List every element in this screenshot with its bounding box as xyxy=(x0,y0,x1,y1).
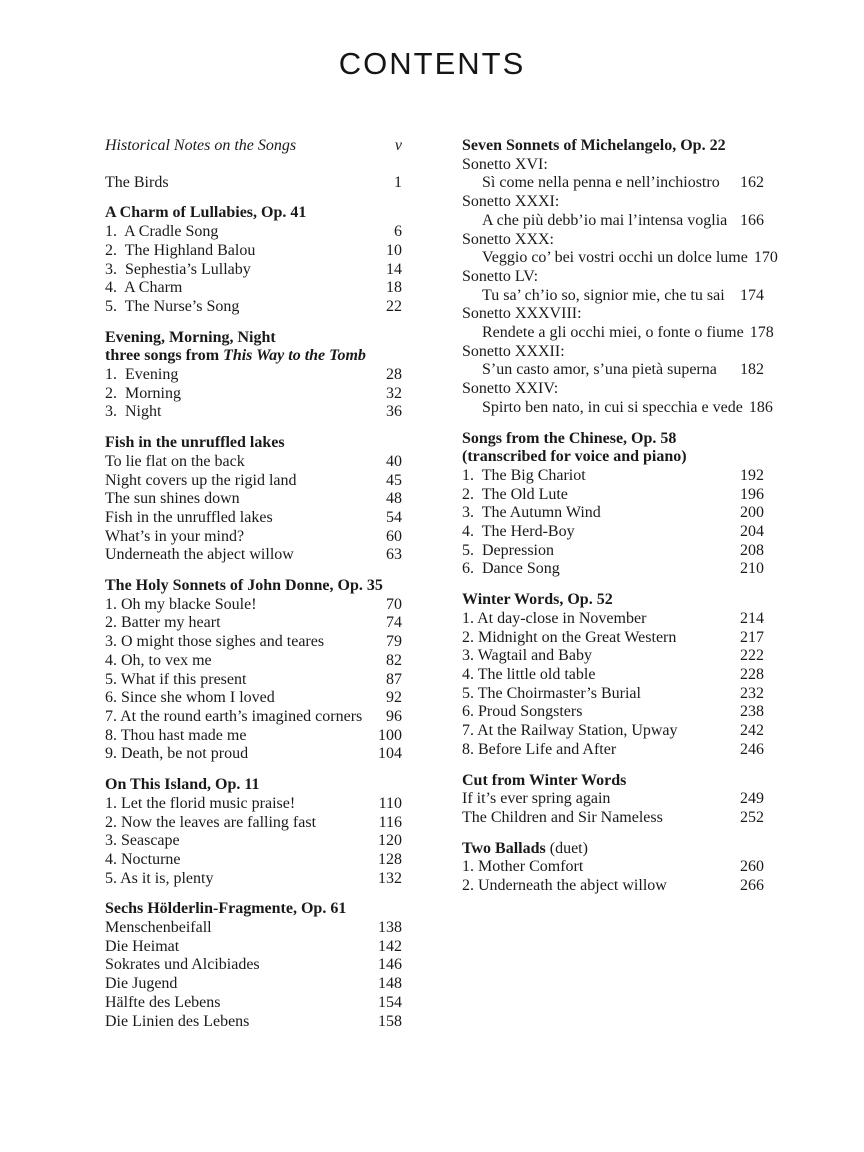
toc-entry xyxy=(105,385,402,404)
entry-label: 3. The Autumn Wind xyxy=(462,504,601,522)
entry-page: 28 xyxy=(386,366,402,384)
toc-section xyxy=(462,430,764,580)
section-heading xyxy=(105,204,402,223)
entry-label: Die Linien des Lebens xyxy=(105,1012,250,1030)
entry-page: 246 xyxy=(740,740,764,758)
toc-entry xyxy=(462,174,764,193)
entry-page: 214 xyxy=(740,609,764,627)
entry-page: 260 xyxy=(740,858,764,876)
entry-page: 178 xyxy=(749,324,774,342)
heading-segment: three songs from xyxy=(105,347,224,365)
toc-entry xyxy=(105,795,402,814)
entry-label: 4. The Herd-Boy xyxy=(462,523,575,541)
heading-segment: A Charm of Lullabies, Op. 41 xyxy=(105,204,307,222)
entry-label: A che più debb’io mai l’intensa voglia xyxy=(482,211,728,229)
entry-label: 1. At day-close in November xyxy=(462,609,647,627)
entry-page: 208 xyxy=(740,541,764,559)
entry-label: Underneath the abject willow xyxy=(105,546,294,564)
entry-page: 32 xyxy=(386,384,402,402)
toc-entry xyxy=(105,870,402,889)
toc-entry xyxy=(105,975,402,994)
entry-page: 10 xyxy=(386,241,402,259)
toc-entry xyxy=(462,305,764,324)
section-heading xyxy=(462,591,764,610)
toc-entry xyxy=(462,156,764,175)
toc-entry xyxy=(462,877,764,896)
section-heading xyxy=(462,840,764,859)
toc-section xyxy=(105,204,402,316)
toc-entry xyxy=(462,212,764,231)
entry-label: Sonetto XXXI: xyxy=(462,193,560,211)
entry-page: 45 xyxy=(386,471,402,489)
heading-segment: Seven Sonnets of Michelangelo, Op. 22 xyxy=(462,137,726,154)
heading-segment: The Holy Sonnets of John Donne, Op. 35 xyxy=(105,577,383,595)
section-heading xyxy=(105,347,402,366)
section-heading xyxy=(105,577,402,596)
section-heading xyxy=(462,137,764,156)
entry-label: Sonetto XXX: xyxy=(462,230,554,248)
section-heading xyxy=(105,434,402,453)
entry-label: 8. Thou hast made me xyxy=(105,726,247,744)
toc-entry xyxy=(105,727,402,746)
toc-entry xyxy=(462,809,764,828)
toc-entry xyxy=(105,528,402,547)
entry-page: 192 xyxy=(740,466,764,484)
toc-entry xyxy=(105,137,402,156)
toc-section xyxy=(462,772,764,828)
toc-entry xyxy=(105,366,402,385)
toc-entry xyxy=(462,231,764,250)
toc-entry xyxy=(462,268,764,287)
heading-segment: (transcribed for voice and piano) xyxy=(462,448,687,466)
entry-label: 5. Depression xyxy=(462,541,554,559)
entry-label: Historical Notes on the Songs xyxy=(105,137,297,154)
entry-label: The Birds xyxy=(105,173,169,191)
entry-page: 87 xyxy=(386,670,402,688)
toc-section xyxy=(105,434,402,565)
entry-page: 228 xyxy=(740,665,764,683)
toc-section xyxy=(105,174,402,193)
entry-page: 82 xyxy=(386,651,402,669)
toc-entry xyxy=(462,467,764,486)
entry-label: Sì come nella penna e nell’inchiostro xyxy=(482,174,720,192)
entry-label: 4. Nocturne xyxy=(105,850,181,868)
toc-entry xyxy=(105,938,402,957)
entry-label: If it’s ever spring again xyxy=(462,790,611,808)
entry-page: 186 xyxy=(748,398,773,416)
entry-page: 196 xyxy=(740,485,764,503)
entry-label: 2. Midnight on the Great Western xyxy=(462,628,677,646)
entry-label: Sonetto XXXVIII: xyxy=(462,305,582,323)
entry-page: 266 xyxy=(740,877,764,895)
heading-segment: Winter Words, Op. 52 xyxy=(462,591,613,609)
toc-entry xyxy=(462,380,764,399)
heading-segment: (duet) xyxy=(545,839,588,857)
entry-page: 116 xyxy=(378,813,402,831)
entry-label: 1. Let the florid music praise! xyxy=(105,794,296,812)
entry-page: 22 xyxy=(386,297,402,315)
entry-page: 138 xyxy=(378,919,402,937)
section-heading xyxy=(105,329,402,348)
entry-page: 200 xyxy=(740,504,764,522)
entry-label: 8. Before Life and After xyxy=(462,740,617,758)
section-heading xyxy=(462,430,764,449)
entry-label: S’un casto amor, s’una pietà superna xyxy=(482,361,717,379)
toc-entry xyxy=(105,745,402,764)
entry-label: Die Jugend xyxy=(105,975,178,993)
toc-section xyxy=(105,900,402,1031)
section-heading xyxy=(462,448,764,467)
entry-label: 2. Underneath the abject willow xyxy=(462,877,667,895)
entry-page: 148 xyxy=(378,975,402,993)
entry-label: 5. As it is, plenty xyxy=(105,869,214,887)
entry-label: 1. The Big Chariot xyxy=(462,466,586,484)
entry-label: Night covers up the rigid land xyxy=(105,471,297,489)
entry-page: 162 xyxy=(740,174,764,192)
entry-label: 2. Now the leaves are falling fast xyxy=(105,813,317,831)
toc-entry xyxy=(105,614,402,633)
entry-page: 63 xyxy=(386,546,402,564)
toc-entry xyxy=(105,472,402,491)
toc-entry xyxy=(105,994,402,1013)
entry-page: 110 xyxy=(378,794,402,812)
entry-label: 6. Proud Songsters xyxy=(462,703,583,721)
entry-label: Sonetto XVI: xyxy=(462,155,548,173)
section-heading xyxy=(105,900,402,919)
entry-page: 120 xyxy=(378,832,402,850)
entry-label: 5. What if this present xyxy=(105,670,247,688)
entry-page: 18 xyxy=(386,279,402,297)
toc-entry xyxy=(105,851,402,870)
entry-page: 158 xyxy=(378,1012,402,1030)
heading-segment: This Way to the Tomb xyxy=(223,347,366,365)
toc-entry xyxy=(462,666,764,685)
toc-entry xyxy=(105,546,402,565)
entry-page: 70 xyxy=(386,595,402,613)
entry-label: The Children and Sir Nameless xyxy=(462,808,663,826)
entry-page: 204 xyxy=(740,523,764,541)
entry-page: 74 xyxy=(386,614,402,632)
entry-label: Hälfte des Lebens xyxy=(105,993,221,1011)
toc-entry xyxy=(105,633,402,652)
toc-entry xyxy=(105,708,402,727)
toc-entry xyxy=(105,174,402,193)
entry-label: Die Heimat xyxy=(105,937,180,955)
entry-page: 249 xyxy=(740,790,764,808)
toc-entry xyxy=(105,652,402,671)
toc-section xyxy=(105,577,402,764)
entry-page: 154 xyxy=(378,993,402,1011)
entry-page: 232 xyxy=(740,684,764,702)
toc-column-left xyxy=(105,137,402,1031)
entry-label: Tu sa’ ch’io so, signior mie, che tu sai xyxy=(482,286,725,304)
entry-label: Fish in the unruffled lakes xyxy=(105,508,273,526)
toc-entry xyxy=(105,298,402,317)
heading-segment: Cut from Winter Words xyxy=(462,771,627,789)
toc-entry xyxy=(462,722,764,741)
entry-label: 4. Oh, to vex me xyxy=(105,651,212,669)
entry-label: 2. Morning xyxy=(105,384,181,402)
entry-label: Veggio co’ bei vostri occhi un dolce lume xyxy=(482,249,748,267)
toc-entry xyxy=(462,287,764,306)
entry-label: Spirto ben nato, in cui si specchia e vede xyxy=(482,398,743,416)
entry-label: 2. The Highland Balou xyxy=(105,241,256,259)
toc-entry xyxy=(462,703,764,722)
section-heading xyxy=(105,776,402,795)
toc-section xyxy=(462,591,764,759)
entry-page: 242 xyxy=(740,722,764,740)
entry-page: 132 xyxy=(378,869,402,887)
entry-label: 5. The Choirmaster’s Burial xyxy=(462,684,641,702)
toc-entry xyxy=(462,790,764,809)
toc-entry xyxy=(105,242,402,261)
entry-label: 5. The Nurse’s Song xyxy=(105,297,240,315)
entry-page: 92 xyxy=(386,689,402,707)
heading-segment: Two Ballads xyxy=(462,839,546,857)
toc-entry xyxy=(105,1013,402,1032)
entry-label: 1. Oh my blacke Soule! xyxy=(105,595,257,613)
entry-page: 54 xyxy=(386,508,402,526)
heading-segment: Sechs Hölderlin-Fragmente, Op. 61 xyxy=(105,900,347,918)
entry-label: 3. Seascape xyxy=(105,832,180,850)
entry-label: 1. Evening xyxy=(105,366,179,384)
entry-page: 104 xyxy=(378,745,402,763)
toc-entry xyxy=(462,629,764,648)
entry-label: 9. Death, be not proud xyxy=(105,745,249,763)
entry-label: 1. A Cradle Song xyxy=(105,223,219,241)
toc-entry xyxy=(105,919,402,938)
toc-entry xyxy=(462,858,764,877)
toc-entry xyxy=(462,249,778,268)
toc-section xyxy=(105,776,402,888)
toc-entry xyxy=(462,504,764,523)
toc-entry xyxy=(462,741,764,760)
entry-page: 238 xyxy=(740,703,764,721)
toc-entry xyxy=(462,343,764,362)
entry-label: 3. O might those sighes and teares xyxy=(105,633,325,651)
toc-section xyxy=(105,137,402,156)
entry-page: 79 xyxy=(386,633,402,651)
toc-entry xyxy=(105,279,402,298)
toc-section xyxy=(105,329,402,423)
entry-label: 7. At the round earth’s imagined corners xyxy=(105,707,363,725)
entry-page: 48 xyxy=(386,490,402,508)
entry-page: 182 xyxy=(740,361,764,379)
entry-label: 3. Sephestia’s Lullaby xyxy=(105,260,251,278)
entry-label: Sonetto XXXII: xyxy=(462,342,565,360)
entry-page: 142 xyxy=(378,937,402,955)
toc-entry xyxy=(105,596,402,615)
toc-entry xyxy=(462,647,764,666)
toc-entry xyxy=(462,610,764,629)
entry-page: 146 xyxy=(378,956,402,974)
entry-label: 3. Wagtail and Baby xyxy=(462,647,592,665)
entry-page: 40 xyxy=(386,452,402,470)
entry-label: The sun shines down xyxy=(105,490,240,508)
entry-label: What’s in your mind? xyxy=(105,527,245,545)
toc-entry xyxy=(105,689,402,708)
toc-entry xyxy=(105,509,402,528)
toc-entry xyxy=(462,685,764,704)
entry-page: 166 xyxy=(740,211,764,229)
entry-page: 222 xyxy=(740,647,764,665)
entry-page: 6 xyxy=(394,223,402,241)
toc-entry xyxy=(462,193,764,212)
toc-entry xyxy=(105,490,402,509)
entry-label: Sonetto LV: xyxy=(462,267,539,285)
entry-label: Sokrates und Alcibiades xyxy=(105,956,260,974)
page-title: CONTENTS xyxy=(338,46,526,81)
toc-entry xyxy=(105,832,402,851)
entry-page: 210 xyxy=(740,560,764,578)
entry-label: 2. Batter my heart xyxy=(105,614,221,632)
toc-section xyxy=(462,137,778,418)
entry-page: 217 xyxy=(740,628,764,646)
toc-entry xyxy=(462,542,764,561)
entry-page: 170 xyxy=(753,249,778,267)
entry-page: 14 xyxy=(386,260,402,278)
entry-label: 1. Mother Comfort xyxy=(462,858,584,876)
toc-entry xyxy=(462,324,774,343)
toc-entry xyxy=(462,523,764,542)
heading-segment: Songs from the Chinese, Op. 58 xyxy=(462,429,677,447)
entry-label: Sonetto XXIV: xyxy=(462,380,559,398)
entry-page: 1 xyxy=(394,173,402,191)
heading-segment: Fish in the unruffled lakes xyxy=(105,434,285,452)
toc-entry xyxy=(462,398,773,418)
toc-column-right xyxy=(462,137,778,896)
entry-label: 4. A Charm xyxy=(105,279,183,297)
entry-label: 6. Since she whom I loved xyxy=(105,689,275,707)
toc-entry xyxy=(462,486,764,505)
entry-label: 7. At the Railway Station, Upway xyxy=(462,722,678,740)
toc-section xyxy=(462,840,764,896)
heading-segment: On This Island, Op. 11 xyxy=(105,776,260,794)
toc-entry xyxy=(105,261,402,280)
heading-segment: Evening, Morning, Night xyxy=(105,328,276,346)
entry-label: 4. The little old table xyxy=(462,665,596,683)
entry-label: To lie flat on the back xyxy=(105,452,245,470)
entry-page: 36 xyxy=(386,403,402,421)
toc-entry xyxy=(105,671,402,690)
entry-label: Menschenbeifall xyxy=(105,919,212,937)
entry-label: 6. Dance Song xyxy=(462,560,560,578)
section-heading xyxy=(462,772,764,791)
entry-page: 60 xyxy=(386,527,402,545)
toc-entry xyxy=(105,223,402,242)
toc-entry xyxy=(105,814,402,833)
entry-page: 96 xyxy=(386,707,402,725)
entry-label: 2. The Old Lute xyxy=(462,485,568,503)
entry-page: v xyxy=(394,137,402,154)
entry-page: 252 xyxy=(740,808,764,826)
entry-page: 174 xyxy=(740,286,764,304)
entry-page: 128 xyxy=(378,850,402,868)
toc-entry xyxy=(105,403,402,422)
toc-entry xyxy=(462,560,764,579)
entry-page: 100 xyxy=(378,726,402,744)
entry-label: 3. Night xyxy=(105,403,162,421)
toc-entry xyxy=(105,956,402,975)
toc-entry xyxy=(105,453,402,472)
toc-entry xyxy=(462,361,764,380)
entry-label: Rendete a gli occhi miei, o fonte o fiume xyxy=(482,324,744,342)
